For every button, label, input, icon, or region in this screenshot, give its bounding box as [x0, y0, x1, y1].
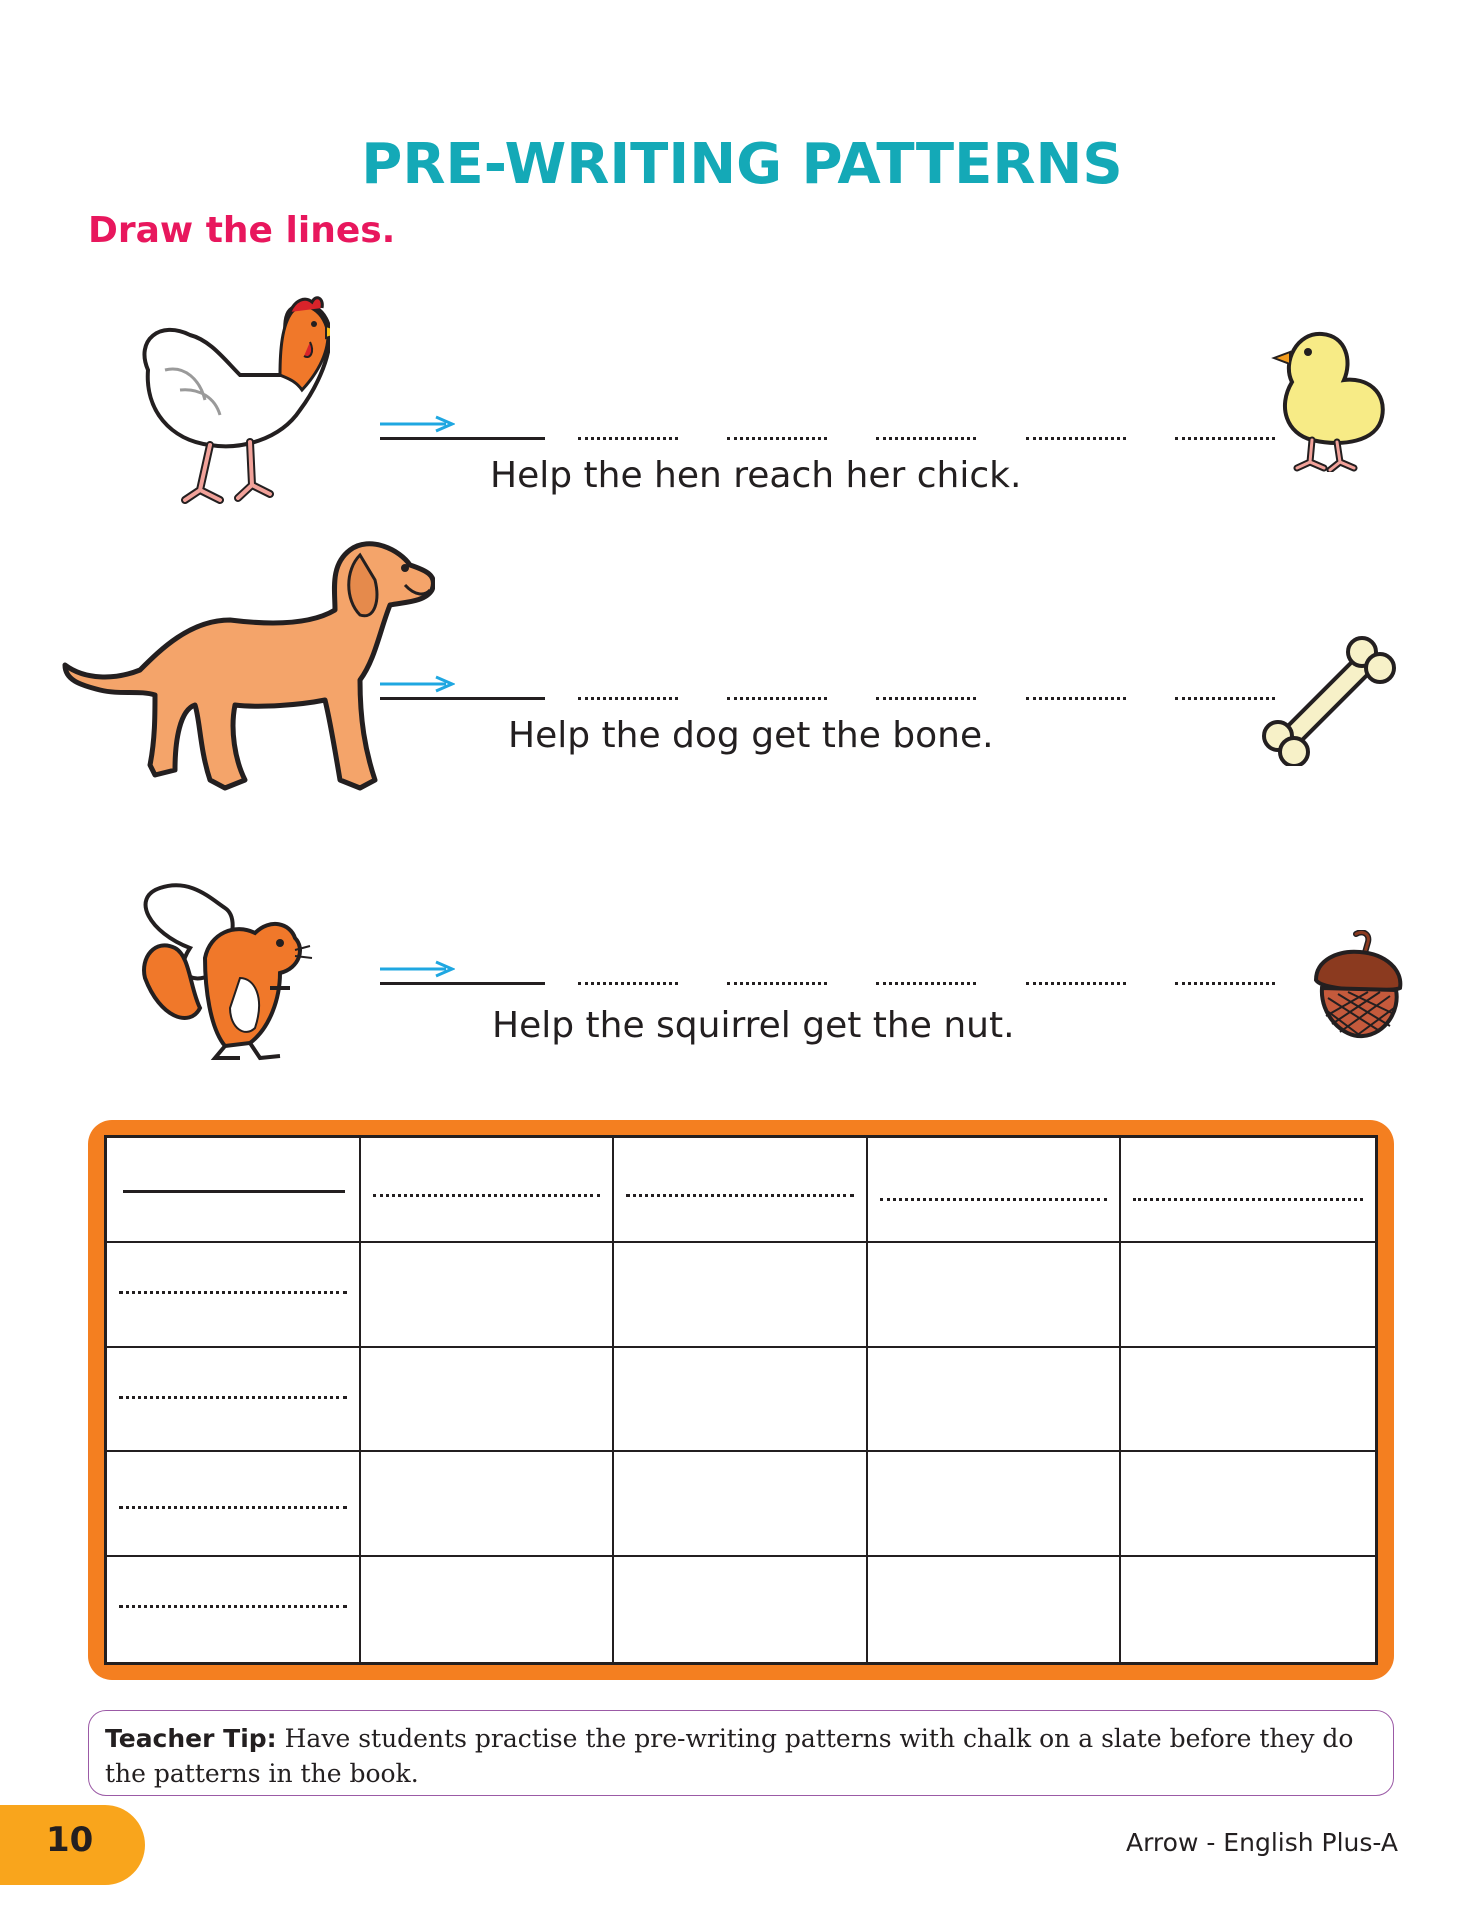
instruction-heading: Draw the lines.: [88, 210, 396, 251]
trace-dotted-line: [1133, 1198, 1363, 1201]
squirrel-icon: [130, 878, 315, 1063]
trace-dotted-line: [876, 697, 976, 700]
page-number: 10: [46, 1820, 94, 1860]
grid-cell: [1121, 1138, 1375, 1243]
grid-cell: [361, 1348, 615, 1453]
trace-dotted-line: [119, 1396, 347, 1399]
trace-dotted-line: [727, 697, 827, 700]
row-sentence: Help the squirrel get the nut.: [492, 1005, 1015, 1046]
trace-solid-line: [380, 697, 545, 700]
teacher-tip-box: [88, 1710, 1394, 1796]
trace-dotted-line: [119, 1506, 347, 1509]
trace-dotted-line: [1175, 697, 1275, 700]
grid-cell: [614, 1557, 868, 1662]
start-arrow-icon: [380, 414, 455, 434]
practice-grid: [104, 1135, 1378, 1665]
chick-icon: [1252, 322, 1392, 472]
grid-cell: [868, 1243, 1122, 1348]
bone-icon: [1262, 636, 1402, 766]
trace-dotted-line: [1026, 982, 1126, 985]
trace-dotted-line: [727, 982, 827, 985]
start-arrow-icon: [380, 959, 455, 979]
trace-dotted-line: [880, 1198, 1108, 1201]
trace-dotted-line: [626, 1194, 854, 1197]
page-title: PRE-WRITING PATTERNS: [361, 132, 1123, 197]
hen-icon: [130, 280, 330, 510]
grid-cell: [1121, 1557, 1375, 1662]
grid-cell: [107, 1557, 361, 1662]
book-title: Arrow - English Plus-A: [1125, 1828, 1398, 1857]
grid-cell: [614, 1138, 868, 1243]
trace-dotted-line: [1175, 982, 1275, 985]
trace-dotted-line: [119, 1291, 347, 1294]
grid-cell: [614, 1452, 868, 1557]
grid-cell: [107, 1138, 361, 1243]
row-sentence: Help the hen reach her chick.: [490, 455, 1022, 496]
trace-dotted-line: [578, 982, 678, 985]
trace-dotted-line: [727, 437, 827, 440]
trace-dotted-line: [119, 1605, 347, 1608]
grid-cell: [1121, 1348, 1375, 1453]
grid-cell: [107, 1452, 361, 1557]
teacher-tip-label: Teacher Tip:: [105, 1724, 277, 1753]
grid-cell: [361, 1138, 615, 1243]
trace-dotted-line: [373, 1194, 601, 1197]
row-sentence: Help the dog get the bone.: [508, 715, 994, 756]
trace-solid-line: [380, 982, 545, 985]
grid-cell: [868, 1138, 1122, 1243]
trace-dotted-line: [876, 437, 976, 440]
teacher-tip-text: Have students practise the pre-writing patterns with chalk on a slate before they do the patterns in the book.: [105, 1724, 1354, 1788]
grid-cell: [868, 1557, 1122, 1662]
grid-cell: [868, 1452, 1122, 1557]
trace-solid-line: [123, 1190, 345, 1193]
trace-dotted-line: [1026, 437, 1126, 440]
grid-cell: [614, 1243, 868, 1348]
trace-solid-line: [380, 437, 545, 440]
trace-dotted-line: [578, 697, 678, 700]
trace-dotted-line: [876, 982, 976, 985]
grid-cell: [1121, 1452, 1375, 1557]
grid-cell: [107, 1243, 361, 1348]
grid-cell: [868, 1348, 1122, 1453]
trace-dotted-line: [1026, 697, 1126, 700]
grid-cell: [361, 1557, 615, 1662]
acorn-icon: [1308, 930, 1408, 1040]
start-arrow-icon: [380, 674, 455, 694]
trace-dotted-line: [578, 437, 678, 440]
grid-cell: [361, 1452, 615, 1557]
grid-cell: [107, 1348, 361, 1453]
grid-cell: [614, 1348, 868, 1453]
dog-icon: [60, 530, 435, 810]
grid-cell: [1121, 1243, 1375, 1348]
grid-cell: [361, 1243, 615, 1348]
